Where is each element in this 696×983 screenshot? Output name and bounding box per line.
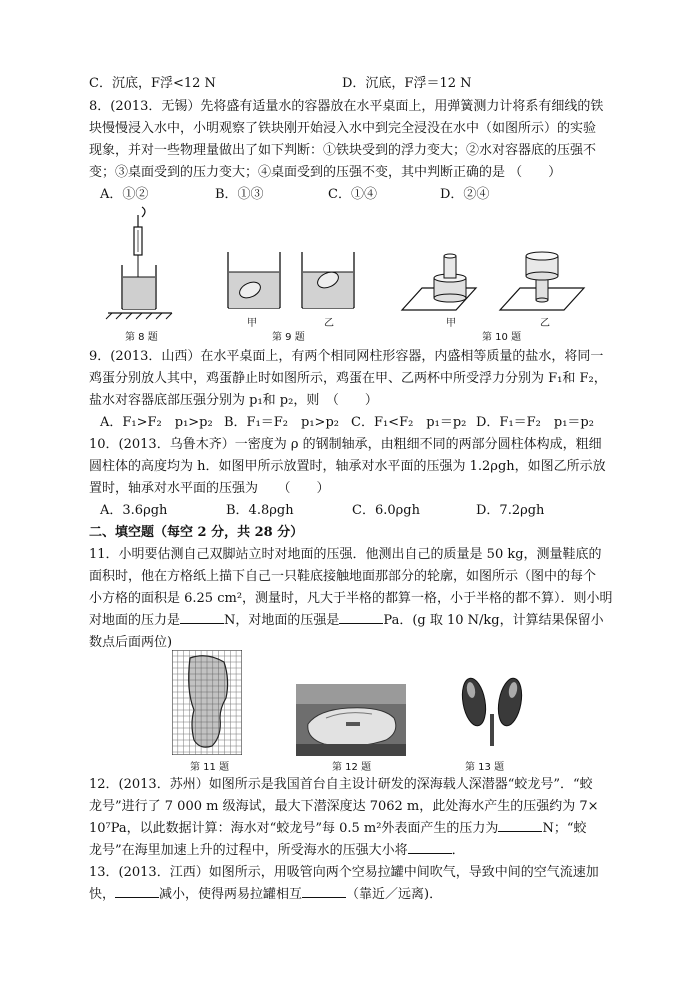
- q9-line-1: 9．(2013．山西）在水平桌面上，有两个相同网柱形容器，内盛相等质量的盐水，将同一: [89, 349, 604, 364]
- q8-line-3: 现象，并对一些物理量做出了如下判断：①铁块受到的浮力变大；②水对容器底的压强不: [89, 143, 597, 158]
- q8-line-2: 块慢慢浸入水中，小明观察了铁块刚开始浸入水中到完全浸没在水中（如图所示）的实验: [89, 121, 597, 136]
- q9-line-3: 盐水对容器底部压强分别为 p₁和 p₂，则 （ ）: [89, 393, 378, 408]
- q10-option-b: B．4.8ρgh: [226, 503, 294, 518]
- q10-line-1: 10．(2013．乌鲁木齐）一密度为 ρ 的钢制轴承，由粗细不同的两部分圆柱体构成，粗细: [89, 437, 602, 452]
- fig10-label-yi: 乙: [540, 318, 550, 329]
- q8-option-b: B．①③: [215, 187, 264, 202]
- q8-line-1: 8．(2013．无锡）先将盛有适量水的容器放在水平桌面上，用弹簧测力计将系有细线的铁: [89, 99, 604, 114]
- fig9-label-jia: 甲: [247, 318, 257, 329]
- q10-line-3: 置时，轴承对水平面的压强为 （ ）: [89, 481, 330, 496]
- figure-q9-eggs-in-cups: [222, 250, 362, 320]
- figure-q12-jiaolong-photo: [296, 684, 406, 756]
- q11-blank-pressure[interactable]: [339, 611, 383, 624]
- figure-q11-shoe-grid: [172, 650, 242, 755]
- q11-blank-force[interactable]: [180, 611, 224, 624]
- q11-text-pressure: N，对地面的压强是: [224, 613, 340, 628]
- q11-line-1: 11．小明要估测自己双脚站立时对地面的压强．他测出自己的质量是 50 kg，测量鞋底的: [89, 547, 602, 562]
- q10-option-d: D．7.2ρgh: [476, 503, 545, 518]
- q13-blank-direction[interactable]: [302, 885, 346, 898]
- q13-blank-reduce[interactable]: [115, 885, 159, 898]
- q12-text-jiaolong: N；“蛟: [542, 821, 587, 836]
- q13-text-choice: （靠近／远离)．: [346, 887, 443, 902]
- q10-option-a: A．3.6ρgh: [100, 503, 168, 518]
- q10-option-c: C．6.0ρgh: [352, 503, 420, 518]
- q11-text-gnote: Pa．(g 取 10 N/kg，计算结果保留小: [383, 613, 604, 628]
- q11-line-3: 小方格的面积是 6.25 cm²，测量时，凡大于半格的都算一格，小于半格的都不算）．则小明: [89, 591, 613, 606]
- q8-option-d: D．②④: [440, 187, 490, 202]
- q8-option-c: C．①④: [328, 187, 377, 202]
- q12-blank-pressure[interactable]: [408, 841, 452, 854]
- q9-option-c: C．F₁<F₂ p₁＝p₂: [351, 415, 467, 430]
- q13-line-1: 13．(2013．江西）如图所示，用吸管向两个空易拉罐中间吹气，导致中间的空气流速加: [89, 865, 599, 880]
- q12-text-pressure: 龙号”在海里加速上升的过程中，所受海水的压强大小将: [89, 843, 408, 858]
- q8-line-4: 变；③桌面受到的压力变大；④桌面受到的压强不变，其中判断正确的是 （ ）: [89, 165, 562, 180]
- q7-option-d: D．沉底，F浮＝12 N: [342, 76, 472, 91]
- figure-q8-spring-scale: [100, 205, 180, 330]
- q10-line-2: 圆柱体的高度均为 h．如图甲所示放置时，轴承对水平面的压强为 1.2ρgh，如图乙所示放: [89, 459, 606, 474]
- fig9-label-yi: 乙: [324, 318, 334, 329]
- q11-text-force: 对地面的压力是: [89, 613, 181, 628]
- q11-line-5: 数点后面两位): [89, 635, 173, 650]
- q9-line-2: 鸡蛋分别放人其中，鸡蛋静止时如图所示，鸡蛋在甲、乙两杯中所受浮力分别为 F₁和 F₂，: [89, 371, 607, 386]
- caption-fig-11: 第 11 题: [190, 762, 230, 773]
- q12-line-1: 12．(2013．苏州）如图所示是我国首台自主设计研发的深海载人深潜器“蛟龙号”．“蛟: [89, 777, 593, 792]
- q13-text-mutual: 减小，使得两易拉罐相互: [159, 887, 303, 902]
- caption-fig-9: 第 9 题: [272, 332, 305, 343]
- q9-option-b: B．F₁＝F₂ p₁>p₂: [224, 415, 339, 430]
- caption-fig-10: 第 10 题: [482, 332, 522, 343]
- q7-option-c: C．沉底，F浮<12 N: [89, 76, 216, 91]
- q11-line-2: 面积时，他在方格纸上描下自己一只鞋底接触地面那部分的轮廓，如图所示（图中的每个: [89, 569, 597, 584]
- q12-line-2: 龙号”进行了 7 000 m 级海试，最大下潜深度达 7062 m，此处海水产生的压强约为 7×: [89, 799, 599, 814]
- q9-option-a: A．F₁>F₂ p₁>p₂: [100, 415, 213, 430]
- caption-fig-13: 第 13 题: [465, 762, 505, 773]
- caption-fig-12: 第 12 题: [332, 762, 372, 773]
- q12-text-force: 10⁷Pa，以此数据计算：海水对“蛟龙号”每 0.5 m²外表面产生的压力为: [89, 821, 499, 836]
- fig10-label-jia: 甲: [446, 318, 456, 329]
- q12-text-end: ．: [451, 843, 465, 858]
- figure-q13-cans-straw: [454, 672, 534, 758]
- q8-option-a: A．①②: [100, 187, 149, 202]
- figure-q10-bearings: [400, 238, 590, 316]
- section-2-title: 二、填空题（每空 2 分，共 28 分）: [89, 525, 304, 540]
- q9-option-d: D．F₁＝F₂ p₁＝p₂: [476, 415, 594, 430]
- q12-blank-force[interactable]: [498, 819, 542, 832]
- caption-fig-8: 第 8 题: [125, 332, 158, 343]
- q13-text-fast: 快，: [89, 887, 116, 902]
